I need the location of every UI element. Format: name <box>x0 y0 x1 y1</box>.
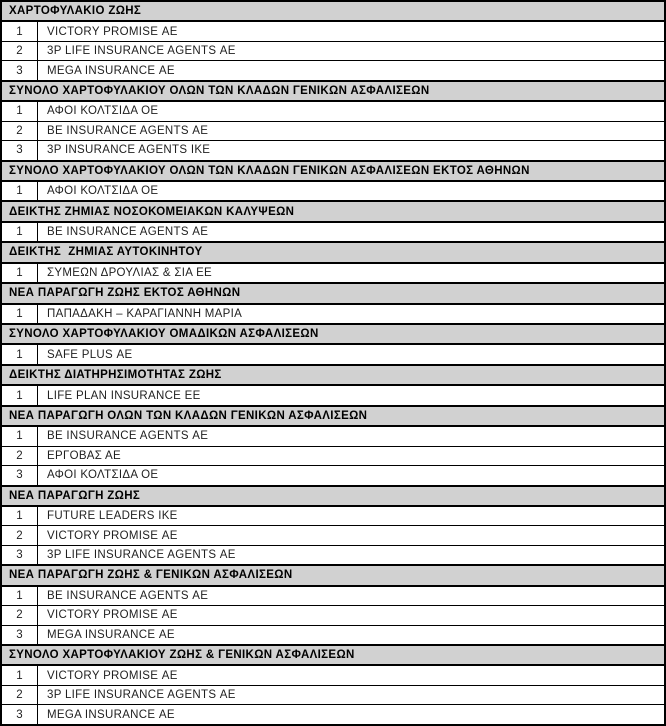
section-header <box>2 241 664 263</box>
rank-cell: 1 <box>2 427 38 445</box>
rank-cell: 1 <box>2 305 38 323</box>
rank-cell: 3 <box>2 61 38 79</box>
rank-cell: 1 <box>2 264 38 282</box>
section-header <box>2 405 664 427</box>
rank-cell: 3 <box>2 466 38 484</box>
company-cell: ΣΥΜΕΩΝ ΔΡΟΥΛΙΑΣ & ΣΙΑ ΕΕ <box>47 266 213 279</box>
section-header <box>2 80 664 102</box>
table-row <box>2 102 664 121</box>
rank-cell: 2 <box>2 42 38 60</box>
section-header-label: ΝΕΑ ΠΑΡΑΓΩΓΗ ΟΛΩΝ ΤΩΝ ΚΛΑΔΩΝ ΓΕΝΙΚΩΝ ΑΣΦΑΛΙΣΕΩΝ <box>9 409 368 422</box>
company-cell: VICTORY PROMISE ΑΕ <box>47 529 178 542</box>
rank-cell: 1 <box>2 182 38 200</box>
section-header <box>2 323 664 345</box>
company-cell: BE INSURANCE AGENTS ΑΕ <box>47 226 209 239</box>
section-header-label: ΧΑΡΤΟΦΥΛΑΚΙΟ ΖΩΗΣ <box>9 5 142 18</box>
table-row <box>2 526 664 545</box>
table-row <box>2 141 664 159</box>
rank-cell: 1 <box>2 345 38 363</box>
section-header <box>2 364 664 386</box>
rank-cell: 1 <box>2 102 38 120</box>
table-row <box>2 626 664 644</box>
company-cell: ΑΦΟΙ ΚΟΛΤΣΙΔΑ ΟΕ <box>47 469 159 482</box>
section-header-label: ΔΕΙΚΤΗΣ ΖΗΜΙΑΣ ΑΥΤΟΚΙΝΗΤΟΥ <box>9 246 203 259</box>
section-header-label: ΔΕΙΚΤΗΣ ΖΗΜΙΑΣ ΝΟΣΟΚΟΜΕΙΑΚΩΝ ΚΑΛΥΨΕΩΝ <box>9 205 295 218</box>
table-row <box>2 22 664 41</box>
table-row <box>2 466 664 484</box>
company-cell: ΑΦΟΙ ΚΟΛΤΣΙΔΑ ΟΕ <box>47 105 159 118</box>
company-cell: ΠΑΠΑΔΑΚΗ – ΚΑΡΑΓΙΑΝΝΗ ΜΑΡΙΑ <box>47 307 243 320</box>
table-row <box>2 447 664 466</box>
rank-cell: 1 <box>2 507 38 525</box>
rank-cell: 3 <box>2 626 38 644</box>
rank-cell: 2 <box>2 447 38 465</box>
section-header <box>2 282 664 304</box>
table-row <box>2 61 664 79</box>
section-header-label: ΣΥΝΟΛΟ ΧΑΡΤΟΦΥΛΑΚΙΟΥ ΖΩΗΣ & ΓΕΝΙΚΩΝ ΑΣΦΑΛΙΣΕΩΝ <box>9 649 355 662</box>
table-row <box>2 705 664 723</box>
rank-cell: 2 <box>2 606 38 624</box>
table-row <box>2 386 664 404</box>
table-row <box>2 666 664 685</box>
table-row <box>2 122 664 141</box>
company-cell: 3P LIFE INSURANCE AGENTS ΑΕ <box>47 549 236 562</box>
section-header <box>2 485 664 507</box>
section-header-label: ΣΥΝΟΛΟ ΧΑΡΤΟΦΥΛΑΚΙΟΥ ΟΛΩΝ ΤΩΝ ΚΛΑΔΩΝ ΓΕΝΙΚΩΝ ΑΣΦΑΛΙΣΕΩΝ <box>9 84 430 97</box>
section-header-label: ΝΕΑ ΠΑΡΑΓΩΓΗ ΖΩΗΣ & ΓΕΝΙΚΩΝ ΑΣΦΑΛΙΣΕΩΝ <box>9 569 293 582</box>
company-cell: FUTURE LEADERS ΙΚΕ <box>47 510 178 523</box>
company-cell: ΑΦΟΙ ΚΟΛΤΣΙΔΑ ΟΕ <box>47 185 159 198</box>
section-header <box>2 160 664 182</box>
company-cell: BE INSURANCE AGENTS ΑΕ <box>47 589 209 602</box>
rank-cell: 1 <box>2 223 38 241</box>
company-cell: SAFE PLUS ΑΕ <box>47 348 133 361</box>
company-cell: BE INSURANCE AGENTS ΑΕ <box>47 124 209 137</box>
table-row <box>2 606 664 625</box>
company-cell: LIFE PLAN INSURANCE ΕΕ <box>47 389 201 402</box>
table-row <box>2 587 664 606</box>
company-cell: 3P LIFE INSURANCE AGENTS ΑΕ <box>47 45 236 58</box>
company-cell: VICTORY PROMISE ΑΕ <box>47 669 178 682</box>
section-header-label: ΝΕΑ ΠΑΡΑΓΩΓΗ ΖΩΗΣ ΕΚΤΟΣ ΑΘΗΝΩΝ <box>9 287 241 300</box>
company-cell: VICTORY PROMISE ΑΕ <box>47 609 178 622</box>
rank-cell: 1 <box>2 587 38 605</box>
table-row <box>2 305 664 323</box>
table-row <box>2 264 664 282</box>
table-row <box>2 182 664 200</box>
rank-cell: 1 <box>2 386 38 404</box>
company-cell: BE INSURANCE AGENTS ΑΕ <box>47 430 209 443</box>
section-header <box>2 644 664 666</box>
table-row <box>2 507 664 526</box>
table-row <box>2 223 664 241</box>
rank-cell: 3 <box>2 141 38 159</box>
table-row <box>2 345 664 363</box>
rank-cell: 1 <box>2 22 38 40</box>
company-cell: VICTORY PROMISE ΑΕ <box>47 25 178 38</box>
rank-cell: 2 <box>2 686 38 704</box>
table-row <box>2 686 664 705</box>
rank-cell: 3 <box>2 546 38 564</box>
section-header <box>2 200 664 222</box>
rank-cell: 2 <box>2 526 38 544</box>
company-cell: 3P LIFE INSURANCE AGENTS ΑΕ <box>47 689 236 702</box>
section-header-label: ΔΕΙΚΤΗΣ ΔΙΑΤΗΡΗΣΙΜΟΤΗΤΑΣ ΖΩΗΣ <box>9 369 222 382</box>
company-cell: ΕΡΓΟΒΑΣ ΑΕ <box>47 449 121 462</box>
table-row <box>2 546 664 564</box>
rank-cell: 3 <box>2 705 38 723</box>
company-cell: MEGA INSURANCE ΑΕ <box>47 708 175 721</box>
table-row <box>2 427 664 446</box>
section-header-label: ΝΕΑ ΠΑΡΑΓΩΓΗ ΖΩΗΣ <box>9 489 141 502</box>
company-cell: MEGA INSURANCE ΑΕ <box>47 64 175 77</box>
rank-cell: 2 <box>2 122 38 140</box>
section-header-label: ΣΥΝΟΛΟ ΧΑΡΤΟΦΥΛΑΚΙΟΥ ΟΛΩΝ ΤΩΝ ΚΛΑΔΩΝ ΓΕΝΙΚΩΝ ΑΣΦΑΛΙΣΕΩΝ ΕΚΤΟΣ ΑΘΗΝΩΝ <box>9 164 530 177</box>
rank-cell: 1 <box>2 666 38 684</box>
section-header <box>2 564 664 586</box>
company-cell: MEGA INSURANCE ΑΕ <box>47 628 175 641</box>
company-cell: 3P INSURANCE AGENTS ΙΚΕ <box>47 144 211 157</box>
section-header <box>2 2 664 22</box>
section-header-label: ΣΥΝΟΛΟ ΧΑΡΤΟΦΥΛΑΚΙΟΥ ΟΜΑΔΙΚΩΝ ΑΣΦΑΛΙΣΕΩΝ <box>9 328 319 341</box>
table-row <box>2 42 664 61</box>
